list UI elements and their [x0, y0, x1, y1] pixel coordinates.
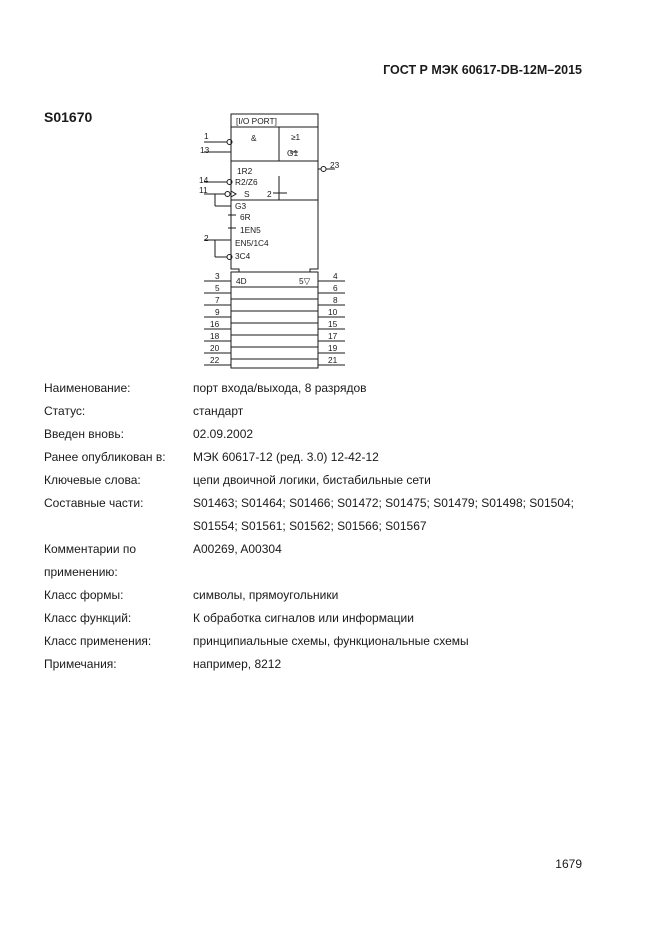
4d-label: 4D [236, 276, 247, 286]
and-qualifier: & [251, 133, 257, 143]
pin-number: 14 [199, 175, 209, 185]
r2-label: 1R2 [237, 166, 253, 176]
pin-number: 5 [215, 283, 220, 293]
two-label: 2 [267, 189, 272, 199]
property-row [44, 446, 604, 469]
pin-number: 17 [328, 331, 338, 341]
property-row [44, 584, 604, 607]
property-value: принципиальные схемы, функциональные схемы [193, 634, 469, 648]
pin-number: 15 [328, 319, 338, 329]
r2z6-label: R2/Z6 [235, 177, 258, 187]
1en5-label: 1EN5 [240, 225, 261, 235]
property-value: 02.09.2002 [193, 427, 254, 441]
pin-number: 22 [210, 355, 220, 365]
property-row [44, 538, 604, 584]
property-label: Комментарии по применению: [44, 542, 137, 579]
property-label: Класс формы: [44, 588, 124, 602]
s-label: S [244, 189, 250, 199]
symbol-code: S01670 [44, 109, 93, 125]
property-label: Примечания: [44, 657, 117, 671]
property-value: например, 8212 [193, 657, 282, 671]
property-row [44, 423, 604, 446]
6r-label: 6R [240, 212, 251, 222]
property-label: Составные части: [44, 496, 144, 510]
page-number: 1679 [555, 857, 582, 871]
or-qualifier: ≥1 [291, 132, 301, 142]
property-label: Ранее опубликован в: [44, 450, 166, 464]
property-row [44, 469, 604, 492]
property-value: К обработка сигналов или информации [193, 611, 414, 625]
property-value: A00269, A00304 [193, 542, 282, 556]
property-value: порт входа/выхода, 8 разрядов [193, 381, 367, 395]
pin-number: 16 [210, 319, 220, 329]
pin-number: 13 [200, 145, 210, 155]
pin-number: 7 [215, 295, 220, 305]
property-label: Введен вновь: [44, 427, 124, 441]
pin-number: 19 [328, 343, 338, 353]
property-value: символы, прямоугольники [193, 588, 339, 602]
property-value: S01463; S01464; S01466; S01472; S01475; S01479; S01498; S01504; S01554; S01561; S01562; S01566; S01567 [193, 496, 574, 533]
property-value: цепи двоичной логики, бистабильные сети [193, 473, 431, 487]
pin-number: 11 [199, 185, 208, 195]
pin-number: 9 [215, 307, 220, 317]
pin-number: 1 [204, 131, 209, 141]
pin-number: 8 [333, 295, 338, 305]
logic-symbol-diagram [195, 112, 355, 374]
g3-label: G3 [235, 201, 247, 211]
property-row [44, 653, 604, 676]
property-label: Ключевые слова: [44, 473, 141, 487]
pin-number: 4 [333, 271, 338, 281]
pin-number: 3 [215, 271, 220, 281]
property-label: Статус: [44, 404, 86, 418]
3c4-label: 3C4 [235, 251, 251, 261]
5-output-label: 5▽ [299, 276, 310, 286]
property-row [44, 630, 604, 653]
property-row [44, 377, 604, 400]
io-port-title: [I/O PORT] [236, 116, 277, 126]
document-header: ГОСТ Р МЭК 60617-DB-12M–2015 [383, 63, 582, 77]
property-value: МЭК 60617-12 (ред. 3.0) 12-42-12 [193, 450, 379, 464]
property-label: Наименование: [44, 381, 131, 395]
property-row [44, 607, 604, 630]
property-label: Класс применения: [44, 634, 152, 648]
property-value: стандарт [193, 404, 244, 418]
pin-number: 20 [210, 343, 220, 353]
property-row [44, 492, 604, 538]
pin-number: 6 [333, 283, 338, 293]
en5-1c4-label: EN5/1C4 [235, 238, 269, 248]
pin-number: 2 [204, 233, 209, 243]
g1-label: G1 [287, 148, 299, 158]
property-label: Класс функций: [44, 611, 132, 625]
properties-list [44, 377, 604, 676]
pin-number: 23 [330, 160, 340, 170]
property-row [44, 400, 604, 423]
pin-number: 18 [210, 331, 220, 341]
pin-number: 21 [328, 355, 338, 365]
pin-number: 10 [328, 307, 338, 317]
